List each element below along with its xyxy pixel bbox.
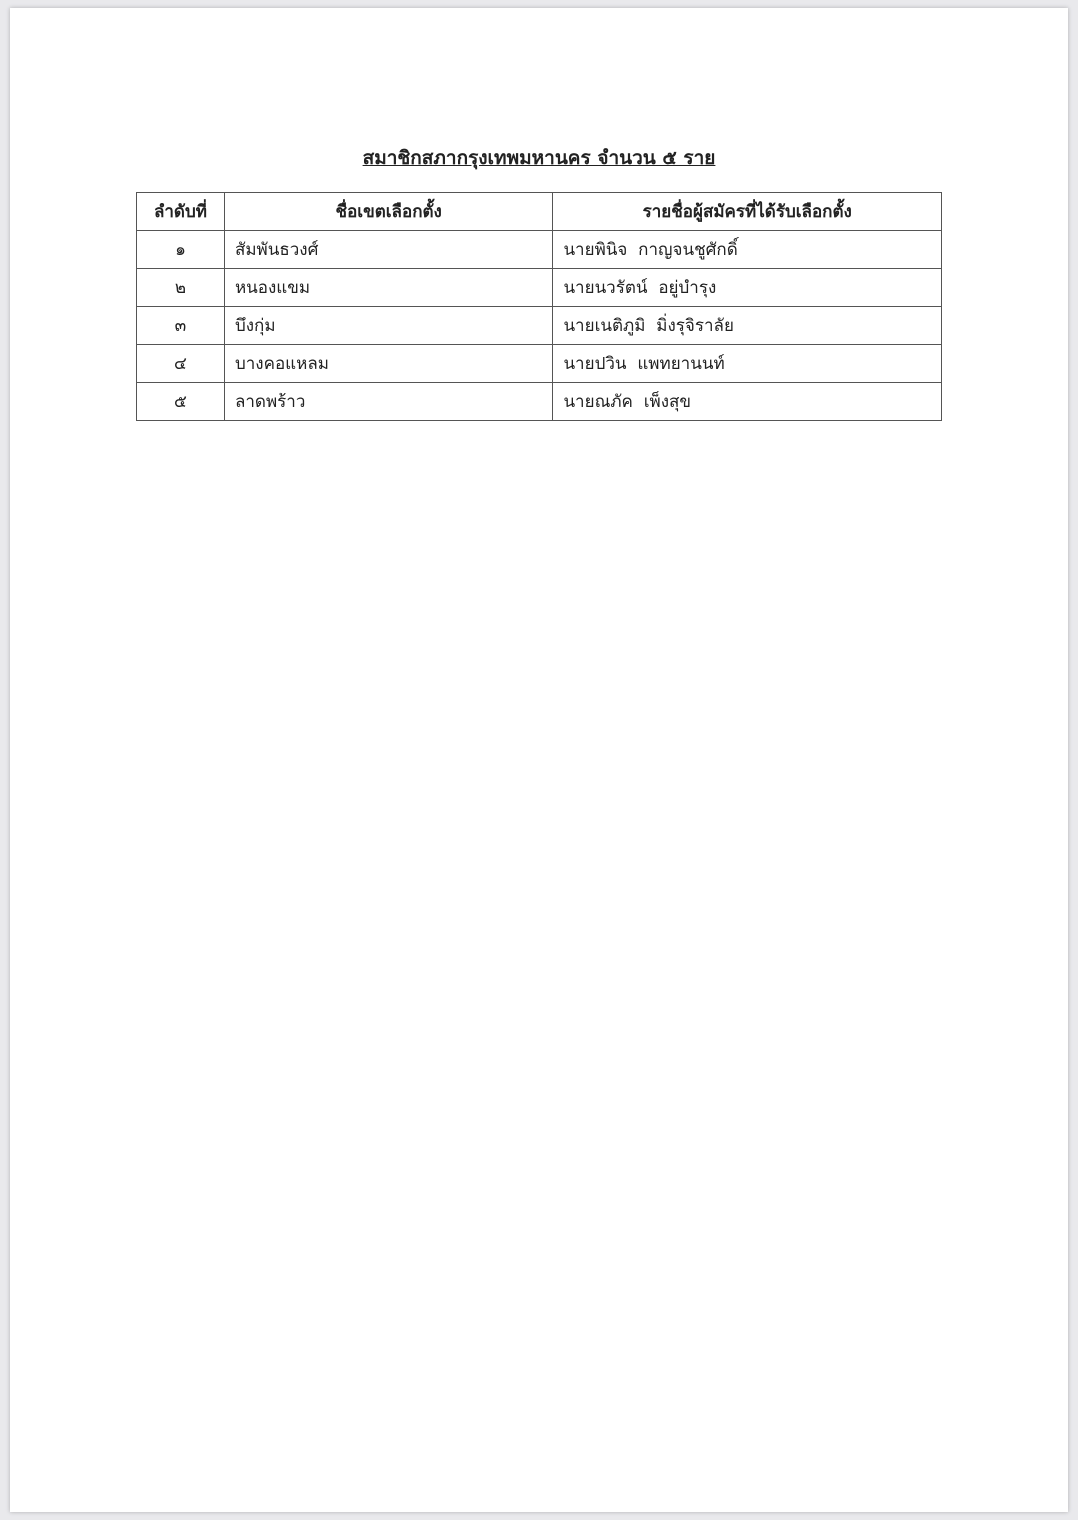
- row-name: นายณภัค เพ็งสุข: [553, 383, 942, 421]
- row-number: ๒: [137, 269, 225, 307]
- row-name: นายปวิน แพทยานนท์: [553, 345, 942, 383]
- table-header-row: [137, 193, 942, 231]
- row-name: นายพินิจ กาญจนชูศักดิ์: [553, 231, 942, 269]
- header-order: ลำดับที่: [137, 193, 225, 231]
- row-district: หนองแขม: [224, 269, 553, 307]
- row-district: ลาดพร้าว: [224, 383, 553, 421]
- header-elected-name: รายชื่อผู้สมัครที่ได้รับเลือกตั้ง: [553, 193, 942, 231]
- row-name: นายเนติภูมิ มิ่งรุจิราลัย: [553, 307, 942, 345]
- row-number: ๓: [137, 307, 225, 345]
- table-row: [137, 231, 942, 269]
- row-name: นายนวรัตน์ อยู่บำรุง: [553, 269, 942, 307]
- header-district: ชื่อเขตเลือกตั้ง: [224, 193, 553, 231]
- table-row: [137, 269, 942, 307]
- document-title: สมาชิกสภากรุงเทพมหานคร จำนวน ๕ ราย: [362, 147, 716, 169]
- row-number: ๑: [137, 231, 225, 269]
- row-number: ๕: [137, 383, 225, 421]
- table-row: [137, 307, 942, 345]
- row-number: ๔: [137, 345, 225, 383]
- row-district: บึงกุ่ม: [224, 307, 553, 345]
- elected-members-table: [136, 192, 942, 421]
- table-row: [137, 383, 942, 421]
- row-district: สัมพันธวงศ์: [224, 231, 553, 269]
- row-district: บางคอแหลม: [224, 345, 553, 383]
- table-row: [137, 345, 942, 383]
